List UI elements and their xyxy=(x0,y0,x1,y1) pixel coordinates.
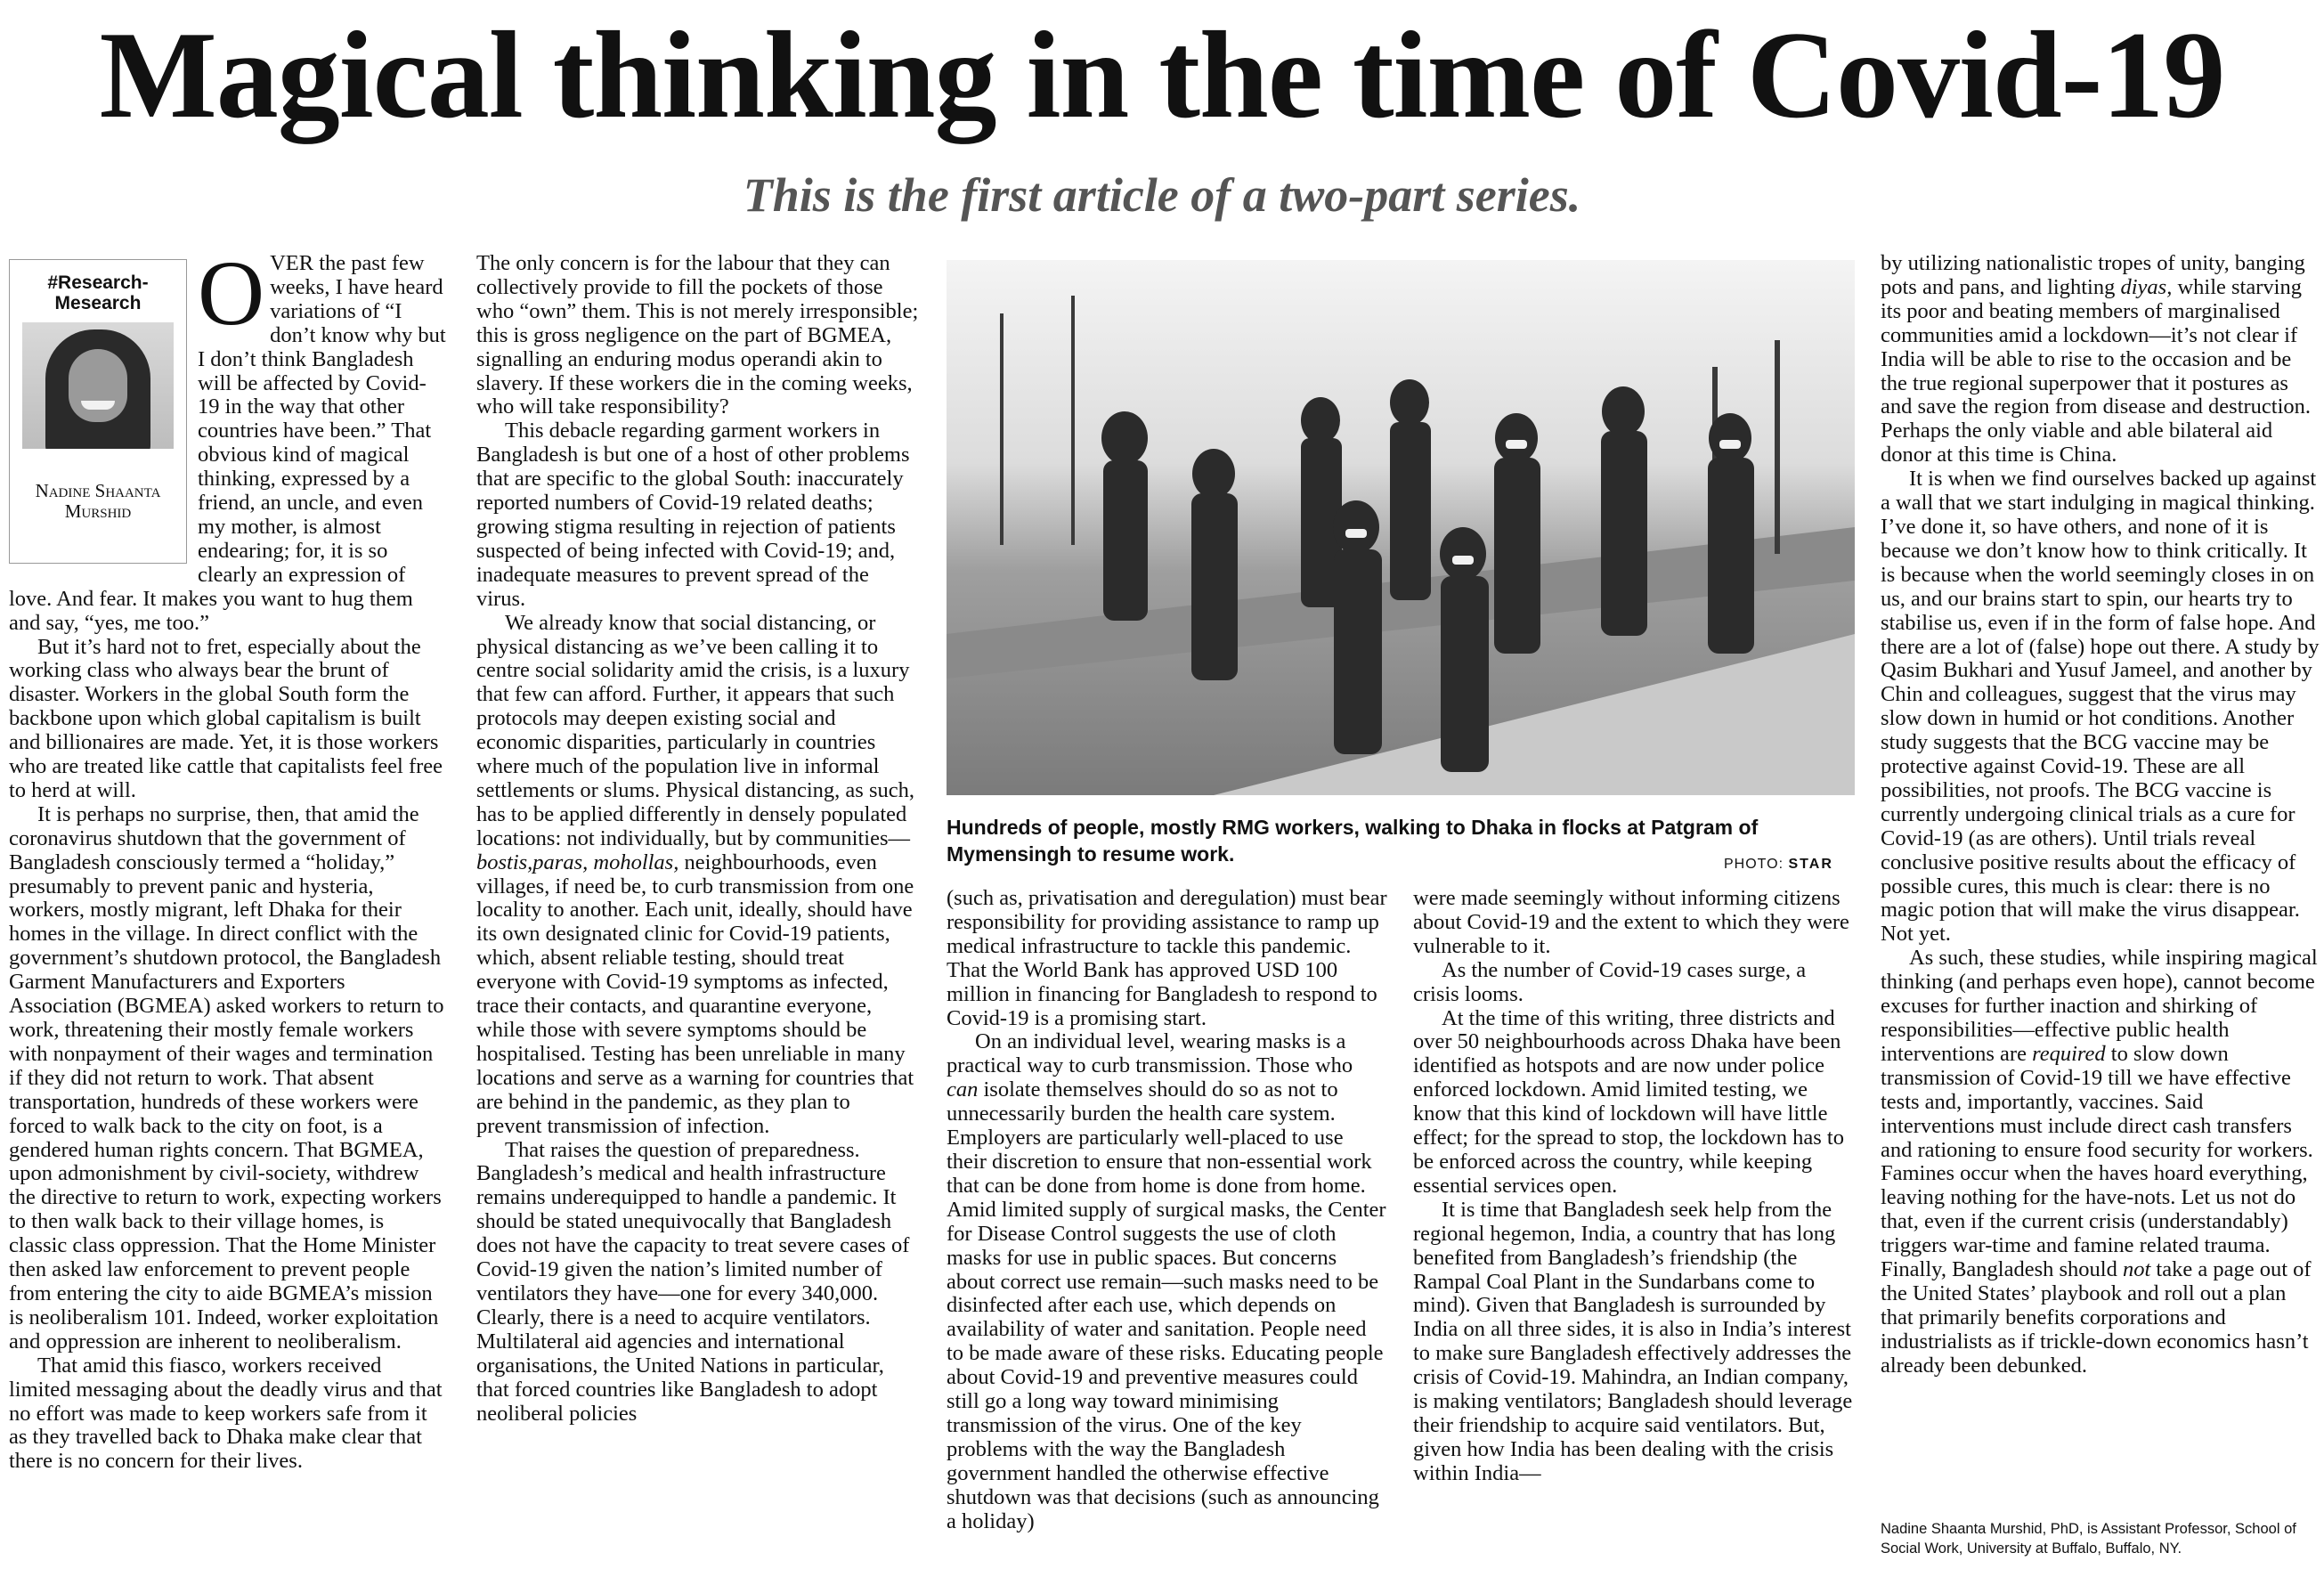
paragraph: But it’s hard not to fret, especially about the working class who always bear the brunt of disaster. Workers in the global South form the backbone upon which global capitalism is built and billionaires are made. Yet, it is those workers who are treated like cattle that capitalists feel free to herd at will. xyxy=(9,634,443,802)
author-portrait xyxy=(22,322,174,449)
photo-caption: Hundreds of people, mostly RMG workers, walking to Dhaka in flocks at Patgram of Mymensingh to resume work. xyxy=(947,816,1759,866)
drop-cap: O xyxy=(198,242,265,345)
deck: This is the first article of a two-part series. xyxy=(743,168,1581,222)
paragraph-text: to slow down transmission of Covid-19 till we have effective tests and, importantly, vaccines. Said interventions must include direct cash transfers and rationing to ensure food security for workers. Famines occur when the haves hoard everything, leaving nothing for the have-nots. Let us not do that, even if the current crisis (understandably) triggers war-time and famine related trauma. Finally, Bangladesh should xyxy=(1881,1041,2313,1282)
italic-text: not xyxy=(2122,1257,2151,1282)
paragraph-text: isolate themselves should do so as not to unnecessarily burden the health care system. Employers are particularly well-placed to use their discretion to ensure that non-essential work that can be done from home is done from home. Amid limited supply of surgical masks, the Center for Disease Control suggests the use of cloth masks for use in public spaces. But concerns about correct use remain—such masks need to be disinfected after each use, which depends on availability of water and sanitation. People need to be made aware of these risks. Educating people about Covid-19 and preventive measures could still go a long way toward minimising transmission of the virus. One of the key problems with the way the Bangladesh government handled the otherwise effective shutdown was that decisions (such as announcing a holiday) xyxy=(947,1077,1386,1533)
paragraph xyxy=(947,1030,1388,1533)
paragraph: As the number of Covid-19 cases surge, a crisis looms. xyxy=(1413,957,1807,1006)
paragraph-text: We already know that social distancing, or physical distancing as we’ve been calling it to centre social solidarity amid the crisis, is a luxury that few can afford. Further, it appears that such protocols may deepen existing social and economic disparities, particularly in countries where much of the population live in informal settlements or slums. Physical distancing, as such, has to be applied differently in densely populated locations: not individually, but by communities— xyxy=(476,610,914,850)
photo-credit-source: STAR xyxy=(1788,857,1833,872)
paragraph-text: VER the past few weeks, I have heard variations of “I don’t know why but I don’t think Bangladesh will be affected by Covid-19 in the way that other countries have been.” That obvious kind of magical thinking, expressed by a friend, an uncle, and even my mother, is almost endearing; for, it is so clearly an expression of love. And fear. It makes you want to hug them and say, “yes, me too.” xyxy=(9,251,446,635)
paragraph-text: As such, these studies, while inspiring magical thinking (and perhaps even hope), cannot become excuses for further inaction and shirking of responsibilities—effective public health interventions are xyxy=(1881,946,2318,1066)
news-photo xyxy=(947,260,1855,795)
photo-credit xyxy=(1724,857,1833,873)
italic-text: bostis,paras, mohollas, xyxy=(476,850,679,874)
column-tag: #Research-Mesearch xyxy=(47,272,149,313)
paragraph: At the time of this writing, three districts and over 50 neighbourhoods across Dhaka have been identified as hotspots and are now under police enforced lockdown. Amid limited testing, we know that this kind of lockdown will have little effect; for the spread to stop, the lockdown has to be enforced across the country, while keeping essential services open. xyxy=(1413,1005,1844,1198)
paragraph: That amid this fiasco, workers received limited messaging about the deadly virus and that no effort was made to keep workers safe from it as they travelled back to Dhaka make clear that there is no concern for their lives. xyxy=(9,1353,443,1474)
paragraph: This debacle regarding garment workers in Bangladesh is but one of a host of other problems that are specific to the global South: inaccurately reported numbers of Covid-19 related deaths; growing stigma resulting in rejection of patients suspected of being infected with Covid-19; and, inadequate measures to prevent spread of the virus. xyxy=(476,419,910,611)
italic-text: required xyxy=(2032,1041,2106,1066)
article-column-2 xyxy=(476,252,920,1426)
article-column-5 xyxy=(1413,887,1856,1486)
paragraph-text: by utilizing nationalistic tropes of unity, banging pots and pans, and lighting xyxy=(1881,251,2305,299)
paragraph xyxy=(1881,252,2320,467)
paragraph-text: while starving its poor and beating members of marginalised communities amid a lockdown—it’s not clear if India will be able to rise to the occasion and be the true regional superpower that it postures as and save the region from disease and destruction. Perhaps the only viable and able bilateral aid donor at this time is China. xyxy=(1881,274,2312,467)
paragraph: were made seemingly without informing citizens about Covid-19 and the extent to which they were vulnerable to it. xyxy=(1413,886,1849,958)
paragraph xyxy=(476,612,920,1139)
paragraph: The only concern is for the labour that they can collectively provide to fill the pockets of those who “own” them. This is not merely irresponsible; this is gross negligence on the part of BGMEA, signalling an enduring modus operandi akin to slavery. If these workers die in the coming weeks, who will take responsibility? xyxy=(476,251,919,419)
photo-credit-label: PHOTO: xyxy=(1724,857,1784,872)
paragraph: That raises the question of preparedness. Bangladesh’s medical and health infrastructure remains underequipped to handle a pandemic. It should be stated unequivocally that Bangladesh does not have the capacity to treat severe cases of Covid-19 given the nation’s limited number of ventilators they have—one for every 340,000. Clearly, there is a need to acquire ventilators. Multilateral aid agencies and international organisations, the United Nations in particular, that forced countries like Bangladesh to adopt neoliberal policies xyxy=(476,1137,910,1426)
paragraph-text: On an individual level, wearing masks is a practical way to curb transmission. Those who xyxy=(947,1029,1353,1078)
paragraph: It is perhaps no surprise, then, that amid the coronavirus shutdown that the government of Bangladesh consciously termed a “holiday,” presumably to prevent panic and hysteria, workers, mostly migrant, left Dhaka for their homes in the village. In direct conflict with the government’s shutdown protocol, the Bangladesh Garment Manufacturers and Exporters Association (BGMEA) asked workers to return to work, threatening their mostly female workers with nonpayment of their wages and termination if they did not return to work. That absent transportation, hundreds of these workers were forced to walk back to the city on foot, is a gendered human rights concern. That BGMEA, upon admonishment by civil-society, withdrew the directive to return to work, expecting workers to then walk back to their village homes, is classic class oppression. That the Home Minister then asked law enforcement to prevent people from entering the city to aide BGMEA’s mission is neoliberalism 101. Indeed, worker exploitation and oppression are inherent to neoliberalism. xyxy=(9,801,444,1354)
italic-text: can xyxy=(947,1077,979,1102)
article-column-4 xyxy=(947,887,1388,1533)
paragraph-text: take a page out of the United States’ playbook and roll out a plan that primarily benefits corporations and industrialists as if trickle-down economics hasn’t already been debunked. xyxy=(1881,1257,2312,1378)
article-column-1 xyxy=(9,242,447,1474)
walking-crowd-illustration xyxy=(947,260,1855,795)
paragraph xyxy=(1881,947,2320,1378)
paragraph: (such as, privatisation and deregulation) must bear responsibility for providing assistance to ramp up medical infrastructure to tackle this pandemic. That the World Bank has approved USD 100 million in financing for Bangladesh to respond to Covid-19 is a promising start. xyxy=(947,886,1387,1030)
author-bio: Nadine Shaanta Murshid, PhD, is Assistant Professor, School of Social Work, University at Buffalo, Buffalo, NY. xyxy=(1881,1521,2296,1557)
paragraph: It is when we find ourselves backed up against a wall that we start indulging in magical thinking. I’ve done it, so have others, and none of it is because we don’t know how to think critically. It is because when the world seemingly closes in on us, and our brains start to spin, our hearts try to stabilise us, even if in the form of false hope. And there are a lot of (false) hope out there. A study by Qasim Bukhari and Yusuf Jameel, and another by Chin and colleagues, suggest that the virus may slow down in humid or hot conditions. Another study suggests that the BCG vaccine may be protective against Covid-19. These are all possibilities, not proofs. The BCG vaccine is currently undergoing clinical trials as a cure for Covid-19 (as are others). Until trials reveal conclusive positive results about the efficacy of possible cures, this much is clear: there is no magic potion that will make the virus disappear. Not yet. xyxy=(1881,467,2320,947)
italic-text: diyas, xyxy=(2120,274,2173,299)
headline: Magical thinking in the time of Covid-19 xyxy=(99,6,2225,144)
author-box-name: Nadine Shaanta Murshid xyxy=(35,480,161,522)
article-column-6 xyxy=(1881,252,2320,1378)
paragraph-text: neighbourhoods, even villages, if need be, to curb transmission from one locality to another. Each unit, ideally, should have its own designated clinic for Covid-19 patients, which, absent reliable testing, should treat everyone with Covid-19 symptoms as infected, trace their contacts, and quarantine everyone, while those with severe symptoms should be hospitalised. Testing has been unreliable in many locations and serve as a warning for countries that are behind in the pandemic, as they plan to prevent transmission of infection. xyxy=(476,850,914,1138)
author-box xyxy=(9,259,187,564)
paragraph: It is time that Bangladesh seek help from the regional hegemon, India, a country that has long benefited from Bangladesh’s friendship (the Rampal Coal Plant in the Sundarbans come to mind). Given that Bangladesh is surrounded by India on all three sides, it is also in India’s interest to make sure Bangladesh effectively addresses the crisis of Covid-19. Mahindra, an Indian company, is making ventilators; Bangladesh should leverage their friendship to acquire said ventilators. But, given how India has been dealing with the crisis within India— xyxy=(1413,1197,1853,1485)
